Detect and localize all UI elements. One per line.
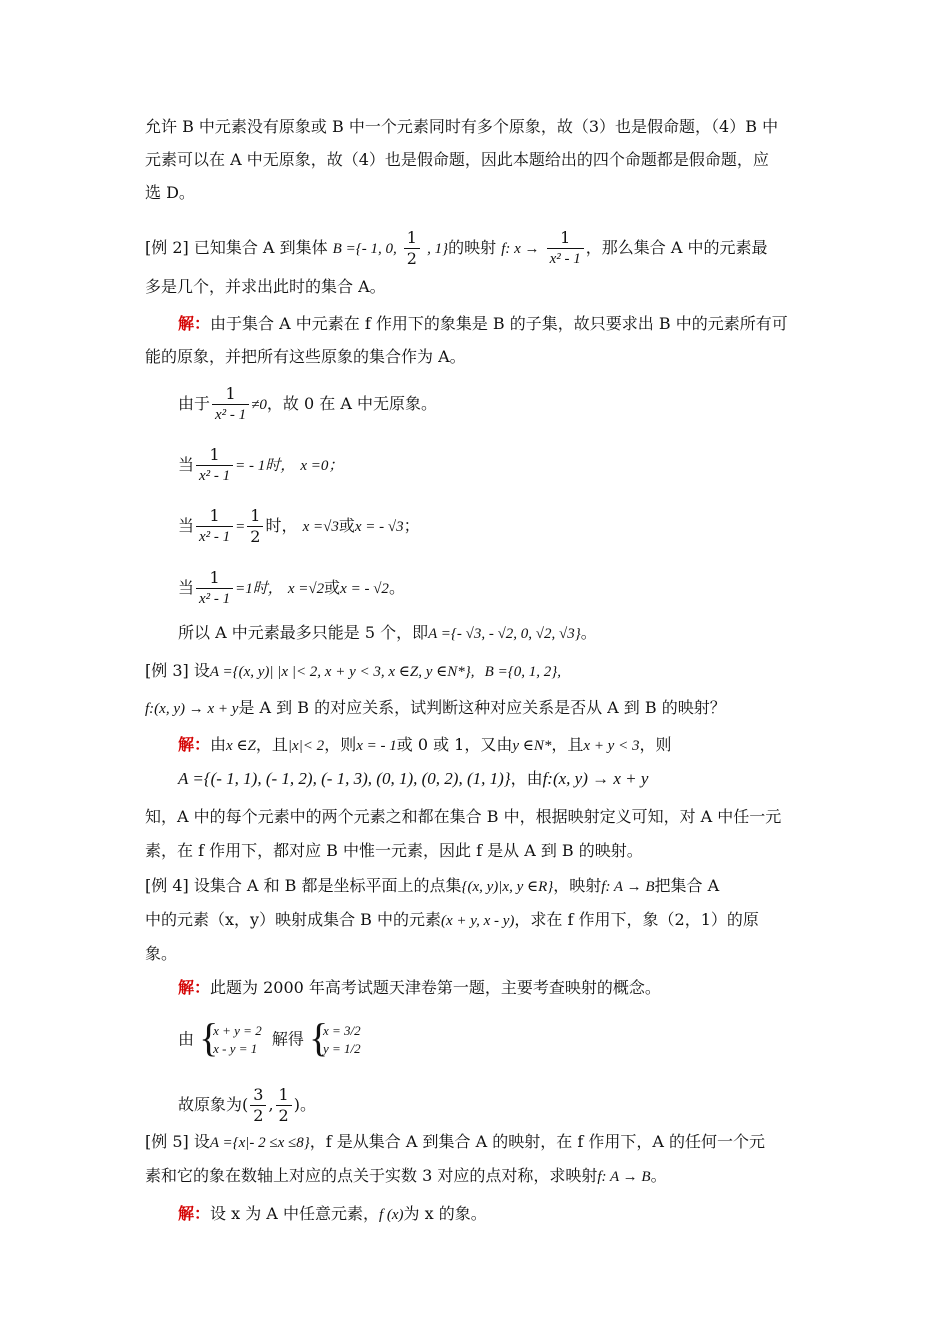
text-line: 素和它的象在数轴上对应的点关于实数 3 对应的点对称，求映射f: A → B。 — [145, 1166, 667, 1185]
text-line: A ={(- 1, 1), (- 1, 2), (- 1, 3), (0, 1), (0, 2), (1, 1)}，由f:(x, y) → x + y — [178, 769, 649, 788]
text-line: 解：由于集合 A 中元素在 f 作用下的象集是 B 的子集，故只要求出 B 中的元素所有可 — [178, 314, 788, 333]
fraction: $\frac{1}{2}$ — [404, 228, 420, 269]
text-line: 解：设 x 为 A 中任意元素，f (x)为 x 的象。 — [178, 1204, 487, 1223]
equation-system: { x + y = 2 x - y = 1 — [199, 1015, 262, 1060]
example-3-statement: [例 3] 设A ={(x, y)| |x |< 2, x + y < 3, x ∈Z, y ∈N*}, B ={0, 1, 2}, — [145, 661, 561, 680]
solution-system: { x = 3/2 y = 1/2 — [308, 1015, 361, 1060]
text-line: f:(x, y) → x + y是 A 到 B 的对应关系，试判断这种对应关系是否从 A 到 B 的映射？ — [145, 698, 726, 717]
text-line: 选 D。 — [145, 183, 195, 202]
text-line: 知，A 中的每个元素中的两个元素之和都在集合 B 中，根据映射定义可知，对 A 中任一元 — [145, 807, 782, 826]
text-line: 能的原象，并把所有这些原象的集合作为 A。 — [145, 347, 466, 366]
text-line: 故原象为( $\frac{3}{2}$ , $\frac{1}{2}$ )。 — [178, 1085, 316, 1125]
example-2-statement: [例 2] 已知集合 A 到集体 B ={- 1, 0, $\frac{1}{2}$ , 1}的映射 f: x → $\frac{1}{\text{x² - 1}}$ ，那么集合 A 中的元素最 — [145, 228, 768, 268]
text-line: 允许 B 中元素没有原象或 B 中一个元素同时有多个原象，故（3）也是假命题，（4）B 中 — [145, 117, 779, 136]
case-3: 当 $\frac{1}{\text{x² - 1}}$ = $\frac{1}{2}$ 时， x =√3或x = - √3； — [178, 506, 420, 546]
text-line: 解：此题为 2000 年高考试题天津卷第一题，主要考查映射的概念。 — [178, 978, 661, 997]
text-line: 中的元素（x，y）映射成集合 B 中的元素(x + y, x - y)，求在 f 作用下，象（2，1）的原 — [145, 910, 759, 929]
case-2: 当 $\frac{1}{\text{x² - 1}}$ = - 1时， x =0； — [178, 445, 344, 484]
text-line: 象。 — [145, 944, 178, 963]
text-line: [例 4] 设集合 A 和 B 都是坐标平面上的点集{(x, y)|x, y ∈R}，映射f: A → B把集合 A — [145, 876, 720, 895]
text-line: 解：由x ∈Z，且|x|< 2，则x = - 1或 0 或 1，又由y ∈N*，且x + y < 3，则 — [178, 735, 672, 754]
system-of-equations: 由 { x + y = 2 x - y = 1 解得 { x = 3/2 y = 1/2 — [178, 1015, 361, 1060]
fraction: $\frac{1}{\text{x² - 1}}$ — [547, 228, 584, 269]
conclusion: 所以 A 中元素最多只能是 5 个，即A ={- √3, - √2, 0, √2, √3}。 — [178, 623, 597, 642]
text-line: 多是几个，并求出此时的集合 A。 — [145, 277, 386, 296]
case-1: 由于 $\frac{1}{\text{x² - 1}}$ ≠0，故 0 在 A 中无原象。 — [178, 384, 437, 423]
text-line: 元素可以在 A 中无原象，故（4）也是假命题，因此本题给出的四个命题都是假命题，应 — [145, 150, 769, 169]
text-line: [例 5] 设A ={x|- 2 ≤x ≤8}，f 是从集合 A 到集合 A 的映射，在 f 作用下，A 的任何一个元 — [145, 1132, 765, 1151]
case-4: 当 $\frac{1}{\text{x² - 1}}$ =1时， x =√2或x = - √2。 — [178, 568, 405, 607]
text-line: 素，在 f 作用下，都对应 B 中惟一元素，因此 f 是从 A 到 B 的映射。 — [145, 841, 643, 860]
